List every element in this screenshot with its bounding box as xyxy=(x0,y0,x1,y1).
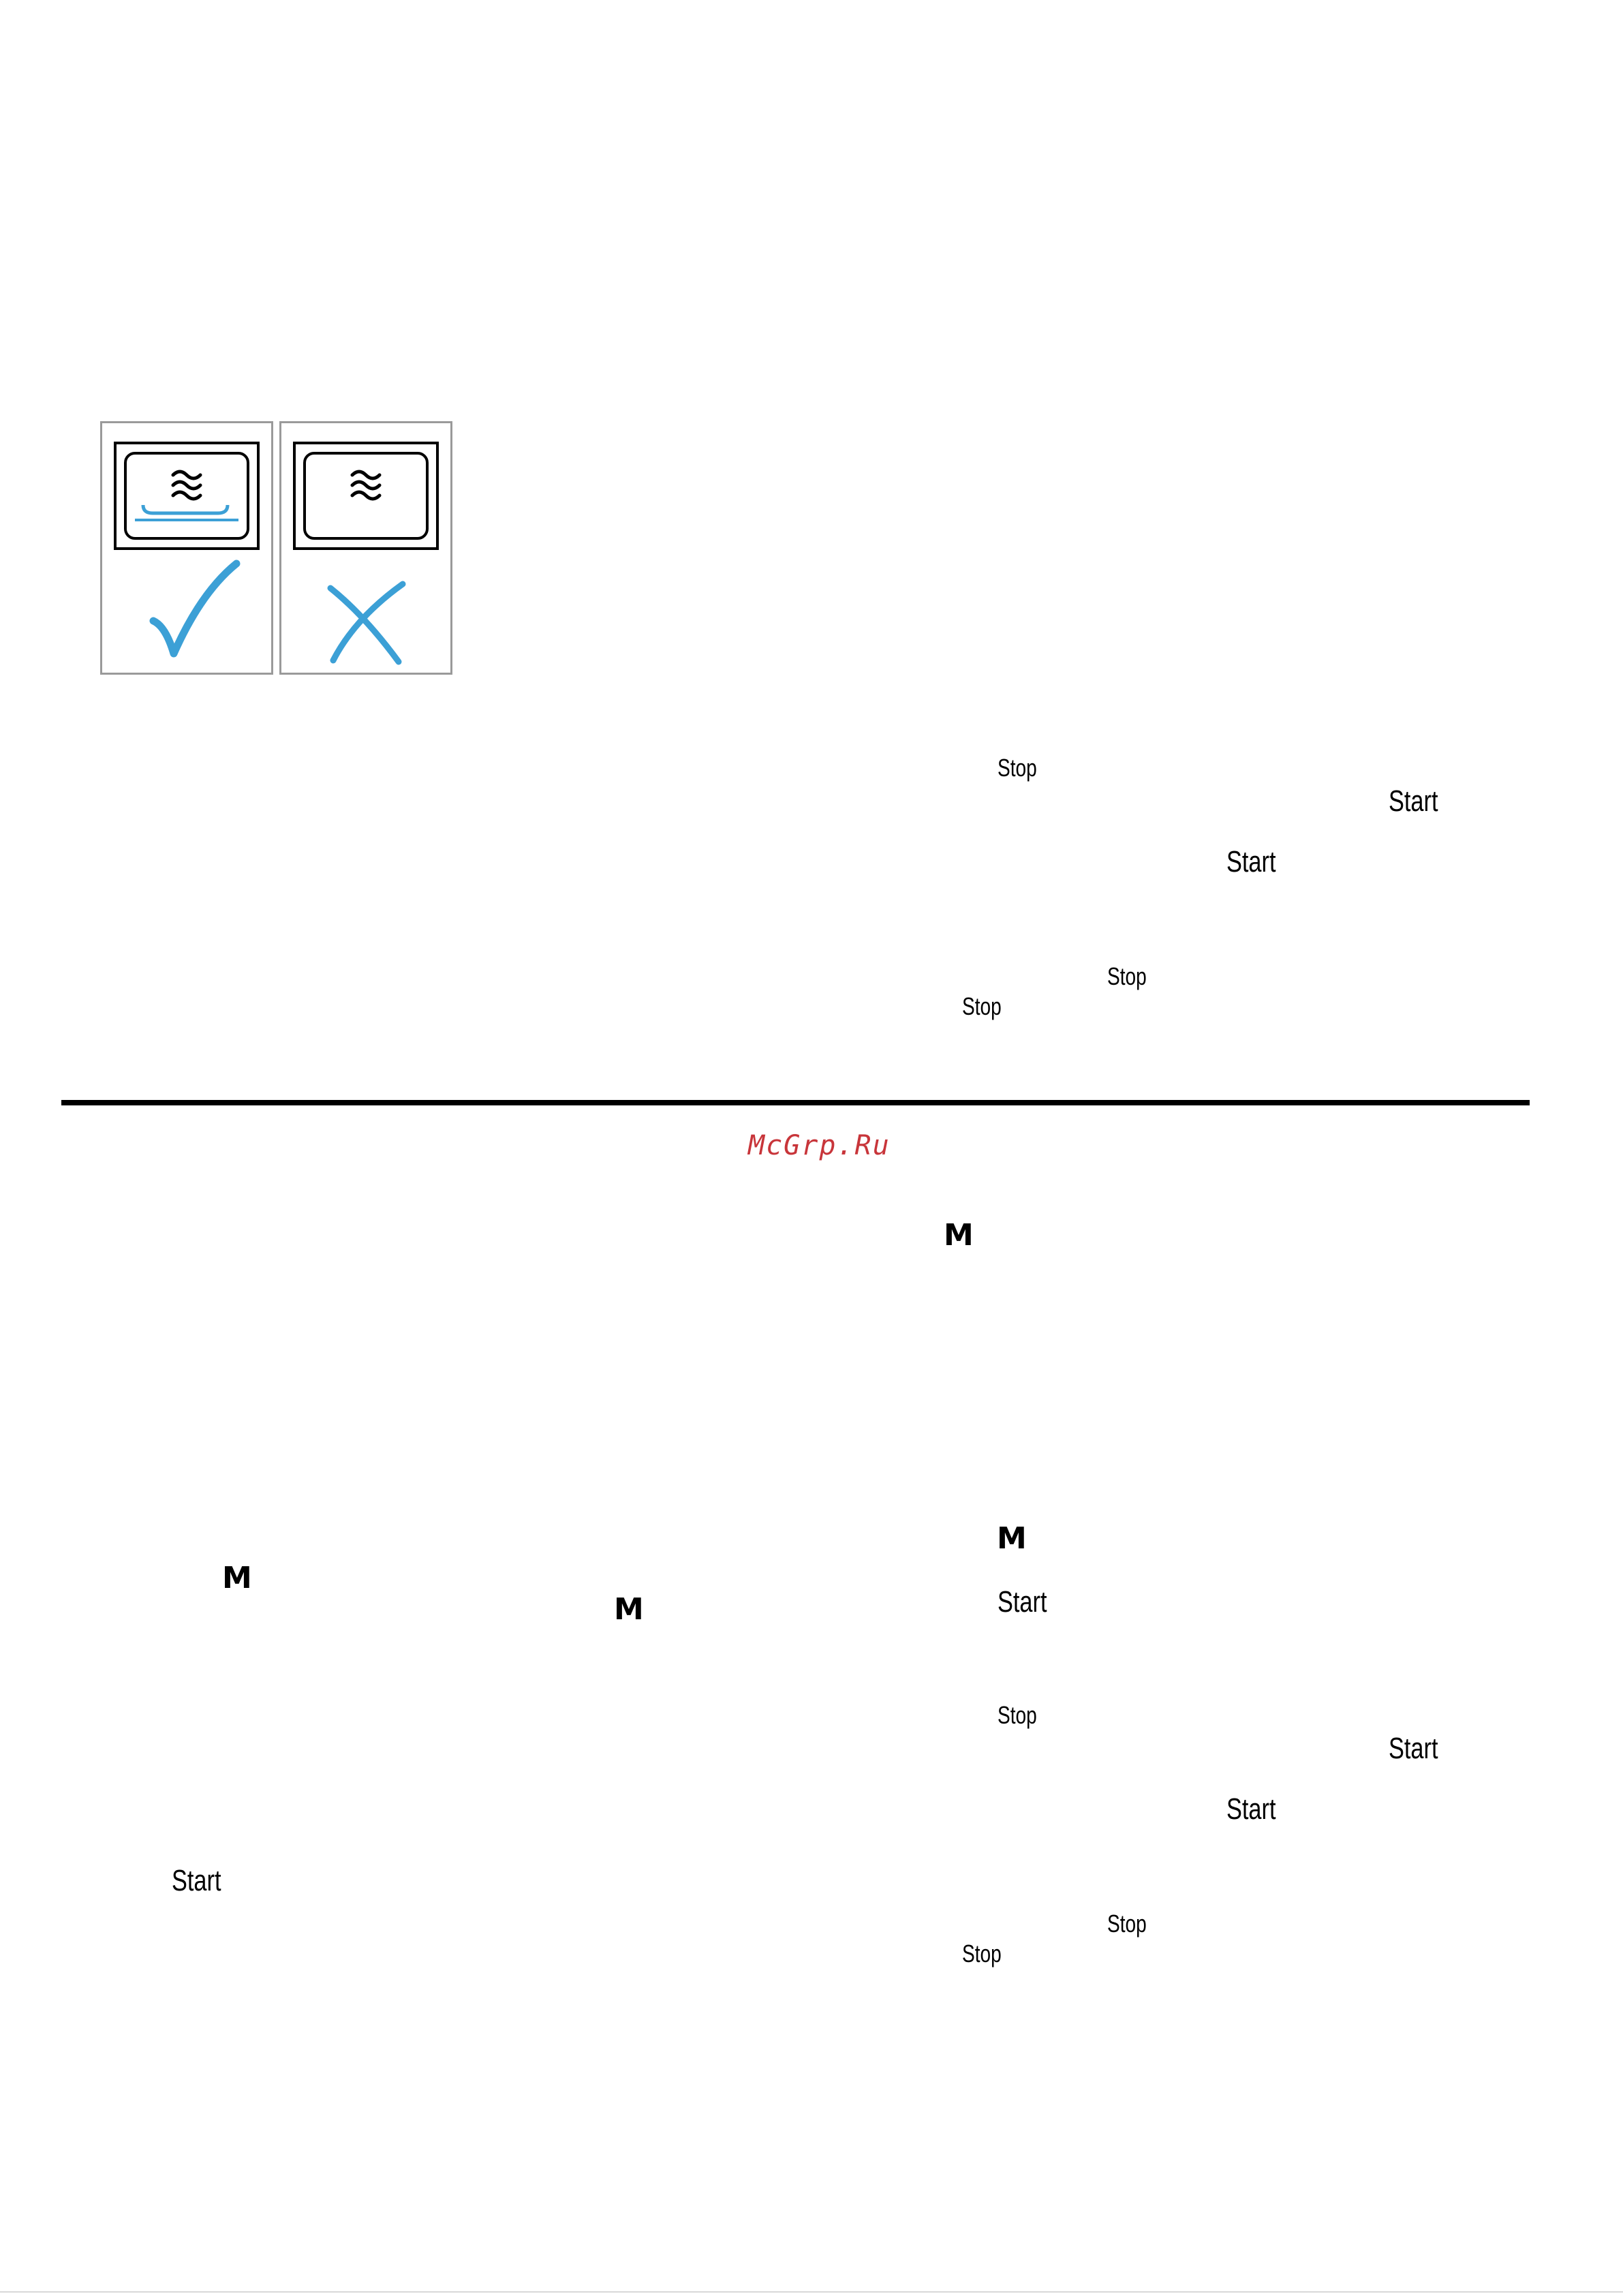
figure-panel-correct xyxy=(100,421,273,675)
start-label: Start xyxy=(998,1585,1047,1619)
m-button-label: M xyxy=(222,1561,252,1595)
stop-label: Stop xyxy=(1107,962,1147,990)
stop-label: Stop xyxy=(1107,1910,1147,1938)
stop-label: Stop xyxy=(998,754,1037,782)
start-label: Start xyxy=(1389,1732,1438,1765)
microwave-with-dish-icon xyxy=(102,423,271,673)
m-button-label: M xyxy=(997,1521,1027,1556)
watermark: McGrp.Ru xyxy=(748,1130,891,1161)
m-button-label: M xyxy=(944,1218,974,1253)
section-divider xyxy=(61,1100,1530,1105)
start-label: Start xyxy=(172,1864,221,1897)
page-bottom-edge xyxy=(0,2291,1623,2293)
figure-panel-incorrect xyxy=(279,421,452,675)
start-label: Start xyxy=(1226,1792,1276,1826)
start-label: Start xyxy=(1226,845,1276,878)
stop-label: Stop xyxy=(998,1701,1037,1729)
m-button-label: M xyxy=(614,1592,644,1627)
stop-label: Stop xyxy=(962,1940,1002,1968)
dish-icon xyxy=(143,505,228,513)
stop-label: Stop xyxy=(962,992,1002,1020)
cross-icon xyxy=(330,584,403,662)
start-label: Start xyxy=(1389,784,1438,818)
microwave-empty-icon xyxy=(281,423,450,673)
checkmark-icon xyxy=(153,564,236,654)
